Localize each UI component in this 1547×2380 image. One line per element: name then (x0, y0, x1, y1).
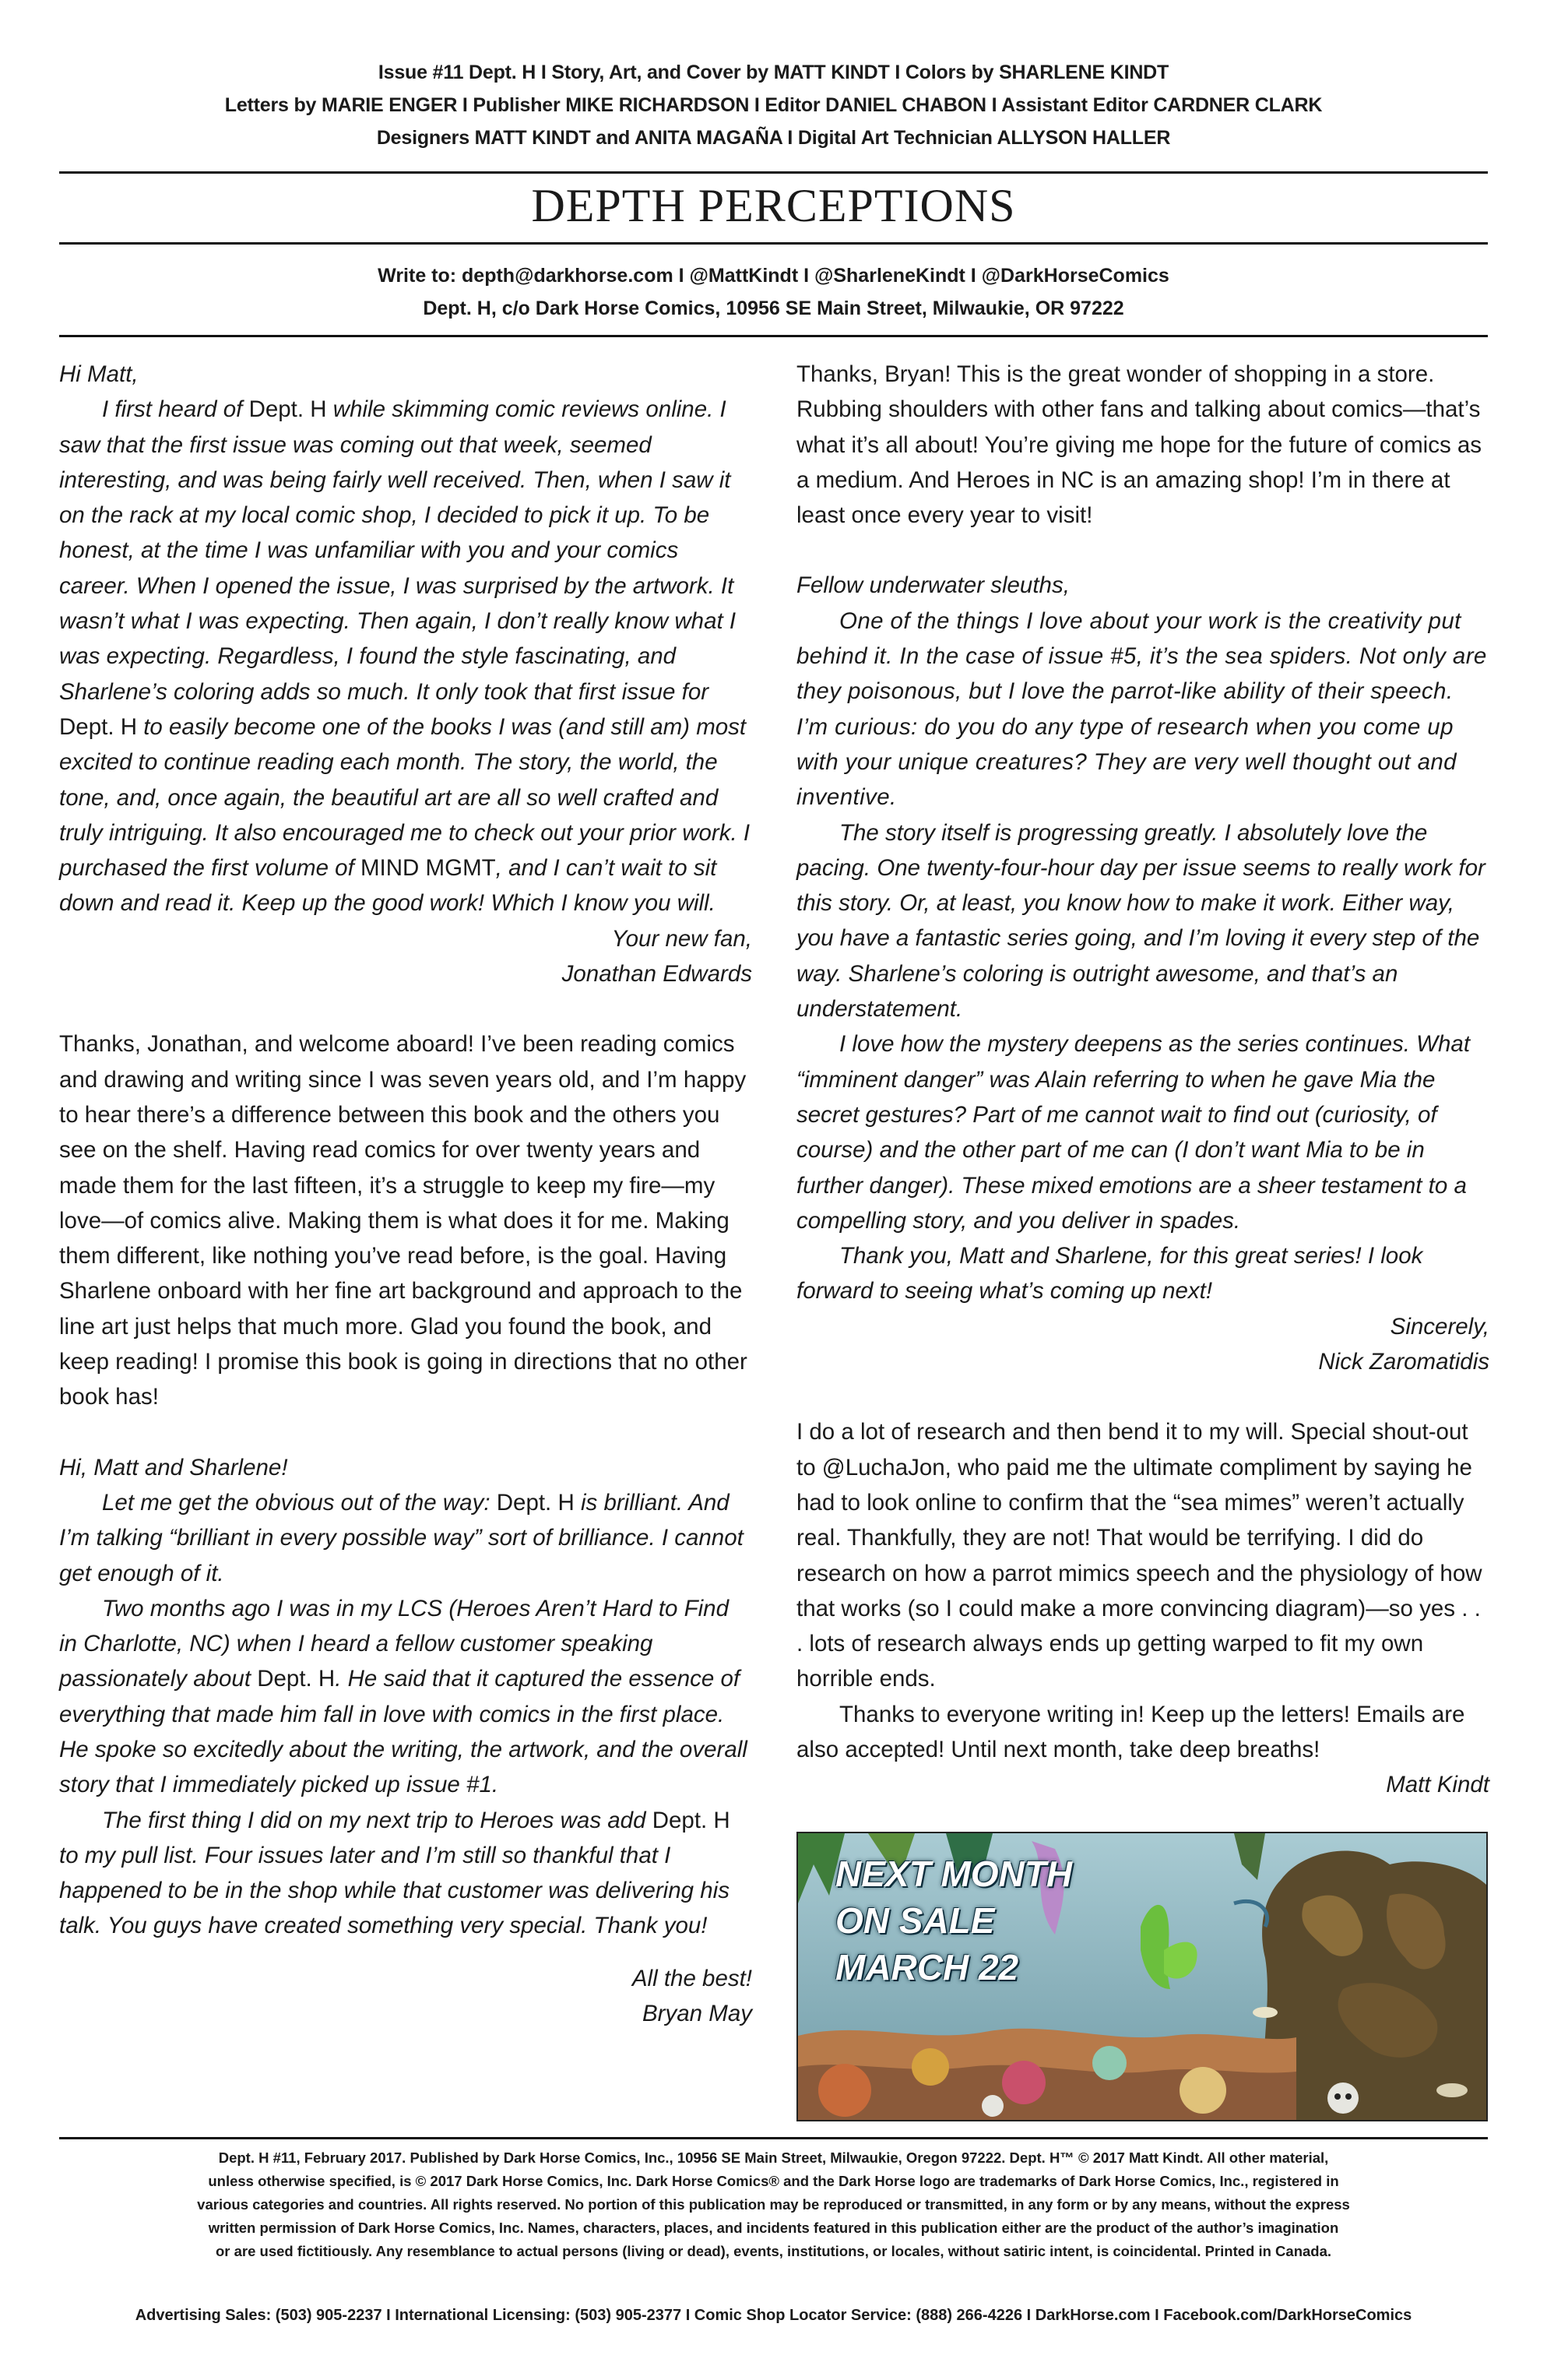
text-run: , and I can’t wait to sit down and read it. Keep up the good work! Which I know you will. (59, 855, 717, 917)
letter-closing: Your new fan, (611, 925, 752, 952)
legal-line: or are used fictitiously. Any resemblance to actual persons (living or dead), events, institutions, or locales, without satiric intent, is coincidental. Printed in Canada. (215, 2243, 1332, 2259)
divider (59, 335, 1488, 337)
letter-signature: Jonathan Edwards (561, 961, 752, 988)
text-run: to easily become one of the books I was (and still am) most excited to continue reading each month. The story, the world, the tone, and, once again, the beautiful art are all so well crafted and truly intriguing. It also encouraged me to check out your prior work. I purchased the first volume of (59, 713, 751, 882)
letter-bryan (59, 1450, 752, 2032)
letter-jonathan (59, 357, 752, 991)
letter-nick (796, 568, 1489, 1379)
text-run: I first heard of (102, 396, 249, 423)
right-column (796, 357, 1489, 1803)
title-ref: Dept. H (248, 396, 327, 423)
ad-line: NEXT MONTH (835, 1854, 1073, 1894)
text-run: Let me get the obvious out of the way: (102, 1489, 497, 1516)
ad-line: ON SALE (835, 1900, 995, 1941)
text-run: is brilliant. And I’m talking “brilliant in every possible way” sort of brilliance. I cannot get enough of it. (59, 1489, 744, 1586)
text-run: to my pull list. Four issues later and I’m still so thankful that I happened to be in the shop while that customer was delivering his talk. You guys have created something very special. Thank you! (59, 1842, 730, 1939)
left-column (59, 357, 752, 2031)
text-run: . He said that it captured the essence of everything that made him fall in love with comics in the first place. He spoke so excitedly about the writing, the artwork, and the overall story that I immediately picked up issue #1. (59, 1666, 747, 1798)
text-run: Two months ago I was in my LCS (Heroes Aren’t Hard to Find in Charlotte, NC) when I heard a fellow customer speaking passionately about (59, 1595, 729, 1692)
letter-paragraph (59, 1485, 752, 1591)
credits-line: Letters by MARIE ENGER I Publisher MIKE RICHARDSON I Editor DANIEL CHABON I Assistant Editor CARDNER CLARK (224, 94, 1323, 116)
letter-signature: Nick Zaromatidis (1318, 1349, 1489, 1375)
reply-signature: Matt Kindt (1386, 1772, 1489, 1798)
letter-greeting: Hi Matt, (59, 361, 139, 387)
ad-caption (835, 1850, 1072, 1991)
legal-line: written permission of Dark Horse Comics, Inc. Names, characters, places, and incidents featured in this publication either are the product of the author’s imagination (208, 2220, 1339, 2236)
reply-paragraph: Thanks, Jonathan, and welcome aboard! I’ve been reading comics and drawing and writing since I was seven years old, and I’m happy to hear there’s a difference between this book and the others you see on the shelf. Having read comics for over twenty years and made them for the last fifteen, it’s a struggle to keep my fire—my love—of comics alive. Making them is what does it for me. Making them different, like nothing you’ve read before, is the goal. Having Sharlene onboard with her fine art background and approach to the line art just helps that much more. Glad you found the book, and keep reading! I promise this book is going in directions that no other book has! (59, 1031, 747, 1410)
next-month-ad (796, 1832, 1488, 2121)
title-ref: Dept. H (652, 1807, 730, 1833)
title-ref: Dept. H (496, 1489, 575, 1516)
letter-greeting: Fellow underwater sleuths, (796, 572, 1070, 599)
letter-paragraph (59, 1803, 752, 1944)
write-to-line: Write to: depth@darkhorse.com I @MattKindt I @SharleneKindt I @DarkHorseComics (378, 265, 1169, 287)
ad-line: MARCH 22 (835, 1947, 1019, 1987)
title-ref: Dept. H (59, 713, 138, 740)
credits-line: Issue #11 Dept. H I Story, Art, and Cover by MATT KINDT I Colors by SHARLENE KINDT (378, 62, 1169, 83)
page-title: DEPTH PERCEPTIONS (531, 180, 1016, 231)
reply-paragraph: Thanks, Bryan! This is the great wonder of shopping in a store. Rubbing shoulders with other fans and talking about comics—that’s what it’s all about! You’re giving me hope for the future of comics as a medium. And Heroes in NC is an amazing shop! I’m in there at least once every year to visit! (796, 361, 1482, 529)
write-to-block (0, 259, 1547, 325)
legal-line: unless otherwise specified, is © 2017 Dark Horse Comics, Inc. Dark Horse Comics® and the Dark Horse logo are trademarks of Dark Horse Comics, Inc., registered in (208, 2173, 1339, 2189)
letter-paragraph: Thank you, Matt and Sharlene, for this great series! I look forward to seeing what’s coming up next! (796, 1243, 1423, 1304)
letter-signature: Bryan May (642, 2001, 752, 2027)
letter-paragraph: One of the things I love about your work is the creativity put behind it. In the case of issue #5, it’s the sea spiders. Not only are they poisonous, but I love the parrot-like ability of their speech. I’m curious: do you do any type of research when you come up with your unique creatures? They are very well thought out and inventive. (796, 607, 1487, 811)
divider (59, 171, 1488, 174)
credits-block (0, 56, 1547, 154)
letter-paragraph (59, 392, 752, 921)
letter-closing: All the best! (631, 1965, 752, 1991)
divider (59, 2137, 1488, 2139)
title-ref: MIND MGMT (360, 855, 496, 882)
text-run: while skimming comic reviews online. I saw that the first issue was coming out that week, seemed interesting, and was being fairly well received. Then, when I saw it on the rack at my local comic shop, I decided to pick it up. To be honest, at the time I was unfamiliar with you and your comics career. When I opened the issue, I was surprised by the artwork. It wasn’t what I was expecting. Then again, I don’t really know what I was expecting. Regardless, I found the style fascinating, and Sharlene’s coloring adds so much. It only took that first issue for (59, 396, 737, 705)
letter-paragraph: I love how the mystery deepens as the series continues. What “imminent danger” was Alain referring to when he gave Mia the secret gestures? Part of me cannot wait to find out (curiosity, of course) and the other part of me can (I don’t want Mia to be in further danger). These mixed emotions are a sheer testament to a compelling story, and you deliver in spades. (796, 1031, 1471, 1234)
text-run: The first thing I did on my next trip to Heroes was add (102, 1807, 652, 1833)
legal-line: various categories and countries. All rights reserved. No portion of this publication may be reproduced or transmitted, in any form or by any means, without the express (197, 2196, 1350, 2213)
letter-paragraph: The story itself is progressing greatly. I absolutely love the pacing. One twenty-four-hour day per issue seems to really work for this story. Or, at least, you know how to make it work. Either way, you have a fantastic series going, and I’m loving it every step of the way. Sharlene’s coloring is outright awesome, and that’s an understatement. (796, 819, 1485, 1023)
divider (59, 242, 1488, 245)
contacts-line: Advertising Sales: (503) 905-2237 I International Licensing: (503) 905-2377 I Comic Shop Locator Service: (888) 266-4226 I DarkHorse.com I Facebook.com/DarkHorseComics (135, 2307, 1412, 2324)
reply-paragraph: I do a lot of research and then bend it to my will. Special shout-out to @LuchaJon, who paid me the ultimate compliment by saying he had to look online to confirm that the “sea mimes” weren’t actually real. Thankfully, they are not! That would be terrifying. I did do research on how a parrot mimics speech and the physiology of how that works (so I could make a more convincing diagram)—so yes . . . lots of research always ends up getting warped to fit my own horrible ends. (796, 1419, 1482, 1692)
letter-greeting: Hi, Matt and Sharlene! (59, 1454, 288, 1480)
credits-line: Designers MATT KINDT and ANITA MAGAÑA I Digital Art Technician ALLYSON HALLER (376, 127, 1171, 149)
legal-line: Dept. H #11, February 2017. Published by Dark Horse Comics, Inc., 10956 SE Main Street, Milwaukie, Oregon 97222. Dept. H™ © 2017 Matt Kindt. All other material, (218, 2149, 1329, 2166)
letter-closing: Sincerely, (1390, 1313, 1489, 1340)
address-line: Dept. H, c/o Dark Horse Comics, 10956 SE Main Street, Milwaukie, OR 97222 (423, 298, 1124, 319)
title-ref: Dept. H (257, 1666, 336, 1692)
legal-notice (0, 2146, 1547, 2263)
reply-paragraph: Thanks to everyone writing in! Keep up the letters! Emails are also accepted! Until next month, take deep breaths! (796, 1701, 1465, 1762)
letter-paragraph (59, 1591, 752, 1803)
